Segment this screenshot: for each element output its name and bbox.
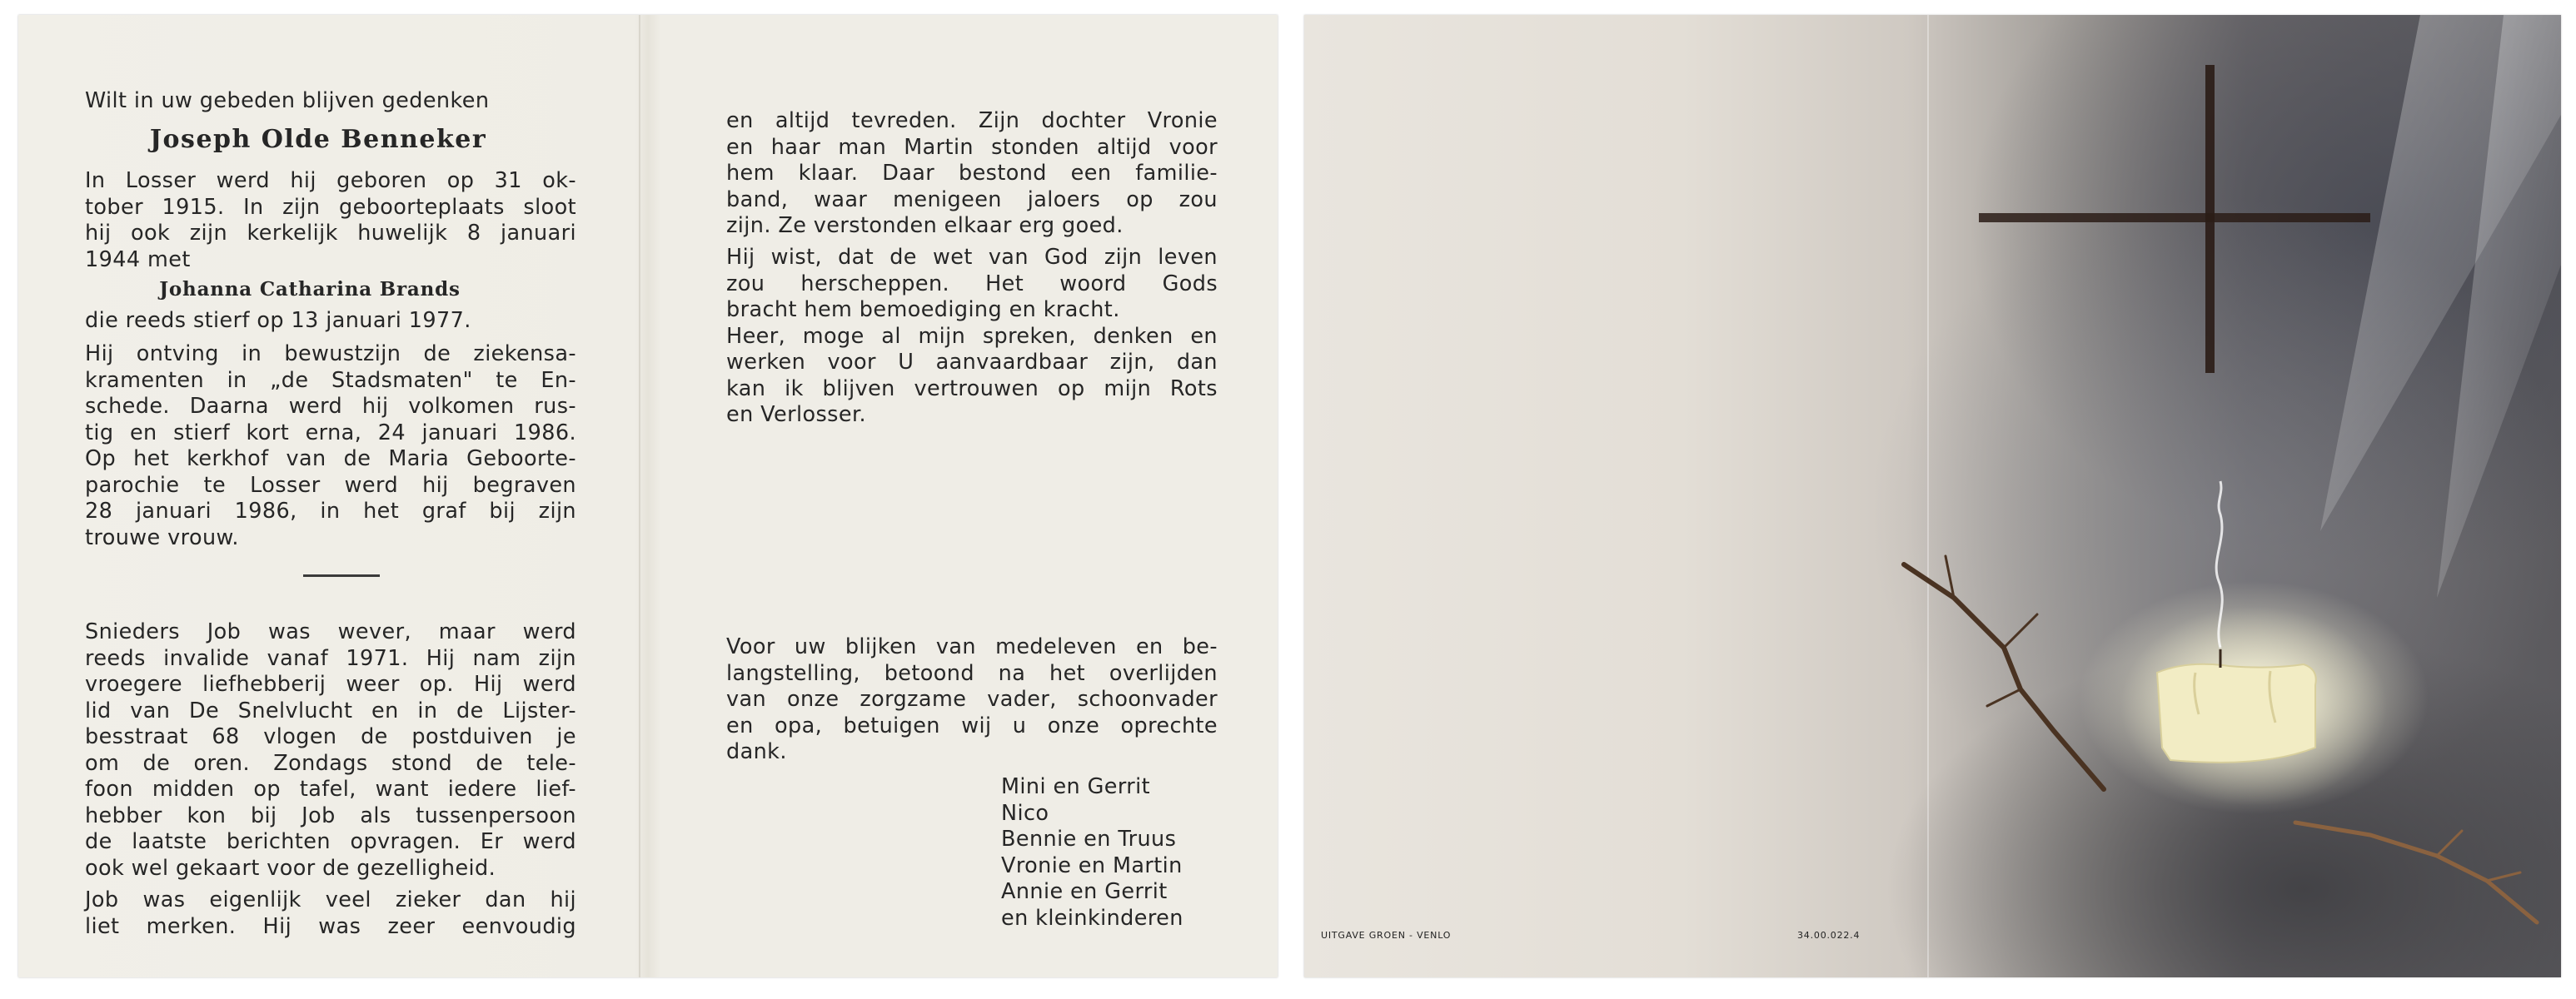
text-line: van onze zorgzame vader, schoonvader <box>726 687 1218 712</box>
text-line: hij ook zijn kerkelijk huwelijk 8 januari <box>85 221 576 246</box>
catalog-code: 34.00.022.4 <box>1797 930 1861 941</box>
text-line: Op het kerkhof van de Maria Geboorte- <box>85 446 576 471</box>
spouse-name: Johanna Catharina Brands <box>159 278 461 301</box>
right-panel <box>726 15 1218 977</box>
publisher-imprint: UITGAVE GROEN - VENLO <box>1321 930 1452 941</box>
birth-paragraph <box>85 168 576 273</box>
left-panel <box>85 15 576 977</box>
text-line: tober 1915. In zijn geboorteplaats sloot <box>85 194 576 220</box>
cross-icon <box>1979 65 2370 373</box>
family-paragraph <box>726 108 1218 240</box>
text-line: trouwe vrouw. <box>85 524 239 550</box>
text-line: dank. <box>726 739 787 764</box>
text-line: langstelling, betoond na het overlijden <box>726 660 1218 686</box>
light-beams <box>2320 15 2561 598</box>
text-line: bracht hem bemoediging en kracht. <box>726 297 1120 322</box>
text-line: Heer, moge al mijn spreken, denken en <box>726 323 1218 349</box>
text-line: lid van De Snelvlucht en in de Lijster- <box>85 698 576 723</box>
text-line: hebber kon bij Job als tussenpersoon <box>85 803 576 828</box>
signature-line: Vronie en Martin <box>1001 852 1183 878</box>
text-line: zijn. Ze verstonden elkaar erg goed. <box>726 213 1124 238</box>
signature-line: Annie en Gerrit <box>1001 879 1168 904</box>
text-line: zou herscheppen. Het woord Gods <box>726 271 1218 296</box>
text-line: en altijd tevreden. Zijn dochter Vronie <box>726 108 1218 133</box>
text-line: liet merken. Hij was zeer eenvoudig <box>85 913 576 939</box>
text-line: reeds invalide vanaf 1971. Hij nam zijn <box>85 645 576 671</box>
text-line: en Verlosser. <box>726 402 866 427</box>
candle-icon <box>2157 649 2316 763</box>
text-line: de laatste berichten opvragen. Er werd <box>85 829 576 854</box>
branch-left <box>1904 556 2104 789</box>
signatures <box>1001 774 1183 932</box>
text-line: hem klaar. Daar bestond een familie- <box>726 161 1218 186</box>
memorial-card-artwork <box>1304 15 2561 977</box>
text-line: Job was eigenlijk veel zieker dan hij <box>85 887 576 912</box>
intro-line: Wilt in uw gebeden blijven gedenken <box>85 88 490 113</box>
text-line: ook wel gekaart voor de gezelligheid. <box>85 855 496 881</box>
signature-line: Mini en Gerrit <box>1001 774 1151 799</box>
signature-line: Bennie en Truus <box>1001 827 1177 852</box>
text-line: werken voor U aanvaardbaar zijn, dan <box>726 350 1218 375</box>
deceased-name: Joseph Olde Benneker <box>149 125 487 154</box>
faith-paragraph <box>726 245 1218 429</box>
artwork-illustration <box>1304 15 2561 977</box>
text-line: Voor uw blijken van medeleven en be- <box>726 634 1218 659</box>
text-line: en haar man Martin stonden altijd voor <box>726 134 1218 160</box>
closing-paragraph <box>85 887 576 940</box>
text-line: vroegere liefhebberij weer op. Hij werd <box>85 672 576 697</box>
text-line: 1944 met <box>85 246 191 272</box>
memorial-card-text <box>18 15 1278 977</box>
text-line: en opa, betuigen wij u onze oprechte <box>726 713 1218 738</box>
branch-right <box>2295 823 2537 922</box>
thanks-paragraph <box>726 634 1218 766</box>
text-line: Hij wist, dat de wet van God zijn leven <box>726 245 1218 270</box>
text-line: Hij ontving in bewustzijn de ziekensa- <box>85 341 576 366</box>
text-line: om de oren. Zondags stond de tele- <box>85 750 576 776</box>
text-line: tig en stierf kort erna, 24 januari 1986. <box>85 420 576 445</box>
text-line: parochie te Losser werd hij begraven <box>85 472 576 498</box>
section-divider <box>303 574 380 577</box>
text-line: In Losser werd hij geboren op 31 ok- <box>85 168 576 193</box>
text-line: kramenten in „de Stadsmaten" te En- <box>85 367 576 393</box>
signature-line: Nico <box>1001 800 1049 826</box>
text-line: Snieders Job was wever, maar werd <box>85 619 576 644</box>
text-line: kan ik blijven vertrouwen op mijn Rots <box>726 375 1218 401</box>
biography-paragraph <box>85 619 576 882</box>
card-fold <box>639 15 640 977</box>
text-line: schede. Daarna werd hij volkomen rus- <box>85 394 576 419</box>
death-paragraph <box>85 341 576 551</box>
spouse-death: die reeds stierf op 13 januari 1977. <box>85 308 471 333</box>
text-line: besstraat 68 vlogen de postduiven je <box>85 724 576 749</box>
text-line: foon midden op tafel, want iedere lief- <box>85 777 576 802</box>
signature-line: en kleinkinderen <box>1001 905 1183 931</box>
text-line: band, waar menigeen jaloers op zou <box>726 186 1218 212</box>
text-line: 28 januari 1986, in het graf bij zijn <box>85 499 576 524</box>
